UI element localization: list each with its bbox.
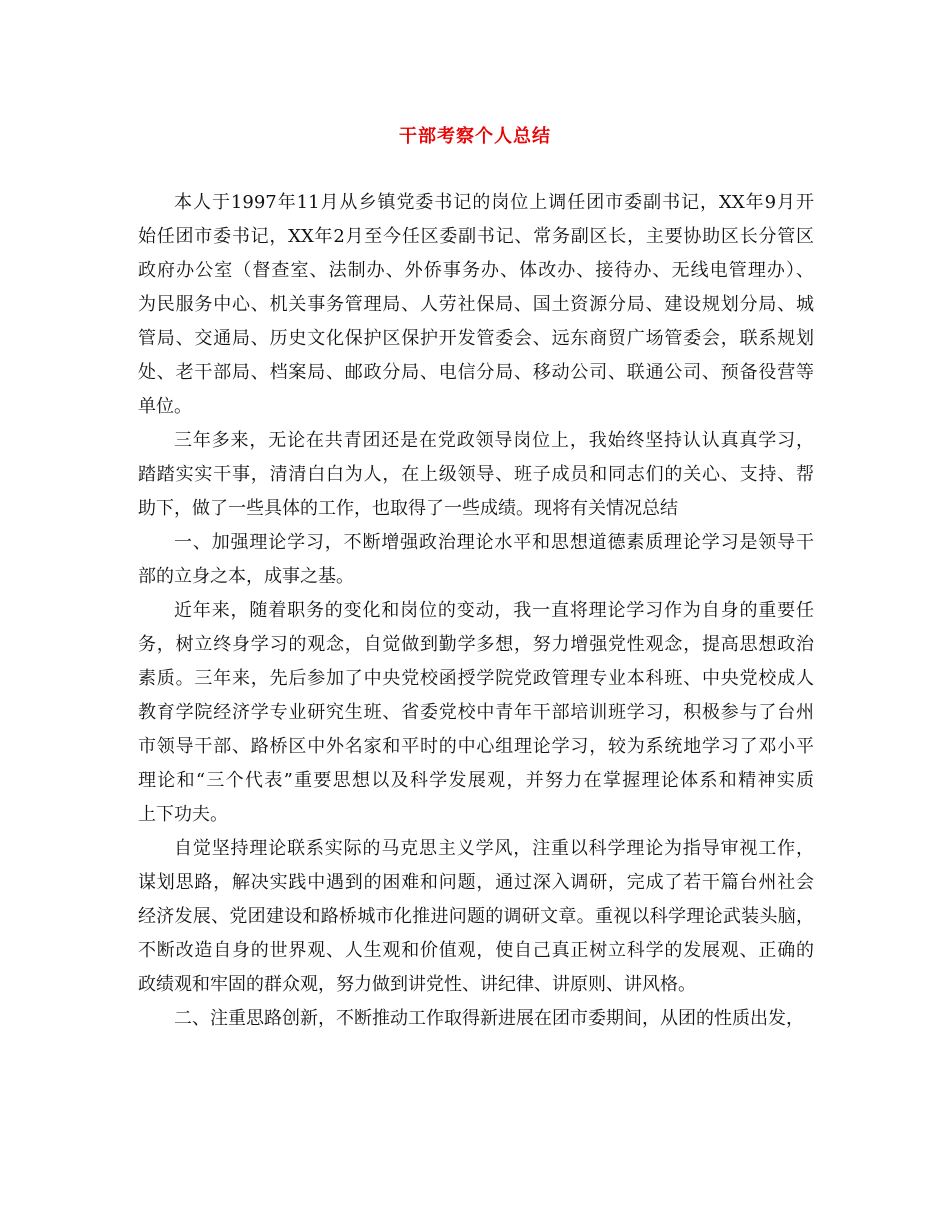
paragraph-line: 市领导干部、路桥区中外名家和平时的中心组理论学习，较为系统地学习了邓小平	[138, 736, 814, 757]
paragraph-line: 始任团市委书记，XX年2月至今任区委副书记、常务副区长，主要协助区长分管区	[138, 226, 814, 247]
paragraph-line: 处、老干部局、档案局、邮政分局、电信分局、移动公司、联通公司、预备役营等	[138, 362, 814, 383]
body-paragraph	[138, 186, 814, 424]
document-title: 干部考察个人总结	[399, 126, 551, 147]
paragraph-line: 踏踏实实干事，清清白白为人，在上级领导、班子成员和同志们的关心、支持、帮	[138, 464, 814, 485]
paragraph-line: 管局、交通局、历史文化保护区保护开发管委会、远东商贸广场管委会，联系规划	[138, 328, 814, 349]
paragraph-line: 本人于1997年11月从乡镇党委书记的岗位上调任团市委副书记，XX年9月开	[174, 192, 814, 213]
paragraph-line: 一、加强理论学习，不断增强政治理论水平和思想道德素质理论学习是领导干	[174, 532, 814, 553]
paragraph-line: 政府办公室（督查室、法制办、外侨事务办、体改办、接待办、无线电管理办）、	[138, 260, 814, 281]
body-paragraph	[138, 424, 814, 526]
paragraph-line: 二、注重思路创新，不断推动工作取得新进展在团市委期间，从团的性质出发，	[174, 1008, 804, 1029]
paragraph-line: 经济发展、党团建设和路桥城市化推进问题的调研文章。重视以科学理论武装头脑，	[138, 906, 814, 927]
paragraph-line: 三年多来，无论在共青团还是在党政领导岗位上，我始终坚持认认真真学习，	[174, 430, 814, 451]
paragraph-line: 谋划思路，解决实践中遇到的困难和问题，通过深入调研，完成了若干篇台州社会	[138, 872, 814, 893]
paragraph-line: 自觉坚持理论联系实际的马克思主义学风，注重以科学理论为指导审视工作，	[174, 838, 814, 859]
paragraph-line: 教育学院经济学专业研究生班、省委党校中青年干部培训班学习，积极参与了台州	[138, 702, 814, 723]
paragraph-line: 素质。三年来，先后参加了中央党校函授学院党政管理专业本科班、中央党校成人	[138, 668, 814, 689]
paragraph-line: 单位。	[138, 396, 192, 417]
paragraph-line: 为民服务中心、机关事务管理局、人劳社保局、国土资源分局、建设规划分局、城	[138, 294, 814, 315]
document-body	[138, 186, 814, 1036]
paragraph-line: 务，树立终身学习的观念，自觉做到勤学多想，努力增强党性观念，提高思想政治	[138, 634, 814, 655]
paragraph-line: 助下，做了一些具体的工作，也取得了一些成绩。现将有关情况总结	[138, 498, 678, 519]
paragraph-line: 理论和“三个代表”重要思想以及科学发展观，并努力在掌握理论体系和精神实质	[138, 770, 814, 791]
paragraph-line: 不断改造自身的世界观、人生观和价值观，使自己真正树立科学的发展观、正确的	[138, 940, 814, 961]
body-paragraph	[138, 1002, 814, 1036]
body-paragraph	[138, 832, 814, 1002]
paragraph-line: 近年来，随着职务的变化和岗位的变动，我一直将理论学习作为自身的重要任	[174, 600, 814, 621]
paragraph-line: 部的立身之本，成事之基。	[138, 566, 354, 587]
body-paragraph	[138, 594, 814, 832]
paragraph-line: 上下功夫。	[138, 804, 228, 825]
paragraph-line: 政绩观和牢固的群众观，努力做到讲党性、讲纪律、讲原则、讲风格。	[138, 974, 696, 995]
body-paragraph	[138, 526, 814, 594]
